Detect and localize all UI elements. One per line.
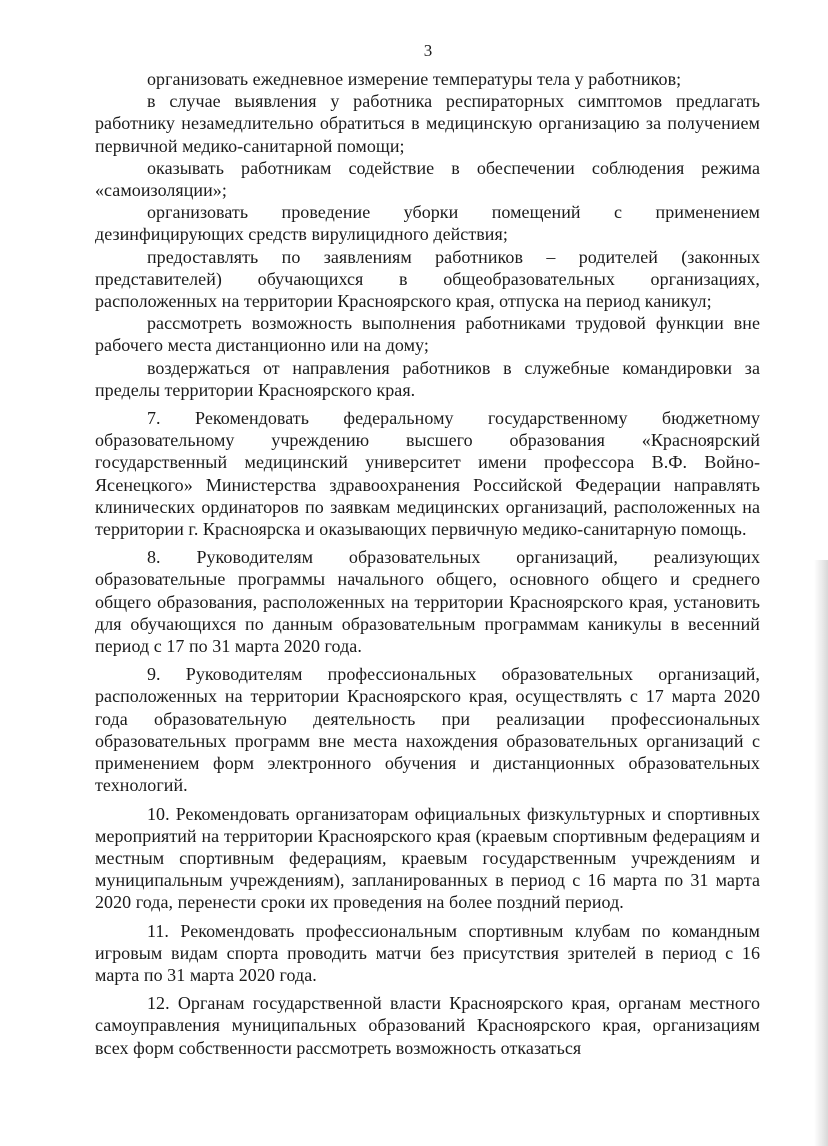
document-body [95, 68, 760, 1059]
paragraph-item-10: 10. Рекомендовать организаторам официальных физкультурных и спортивных мероприятий на территории Красноярского края (краевым спортивным федерациям и местным спортивным федерациям, краевым государственным учреждениям и муниципальным учреждениям), запланированных в период с 16 марта по 31 марта 2020 года, перенести сроки их проведения на более поздний период. [95, 803, 760, 913]
paragraph-item-7: 7. Рекомендовать федеральному государственному бюджетному образовательному учреждению высшего образования «Красноярский государственный медицинский университет имени профессора В.Ф. Войно-Ясенецкого» Министерства здравоохранения Российской Федерации направлять клинических ординаторов по заявкам медицинских организаций, расположенных на территории г. Красноярска и оказывающих первичную медико-санитарную помощь. [95, 408, 760, 540]
paragraph-parent-leave: предоставлять по заявлениям работников – родителей (законных представителей) обучающихся в общеобразовательных организациях, расположенных на территории Красноярского края, отпуска на период каникул; [95, 246, 760, 312]
paragraph-business-trips: воздержаться от направления работников в служебные командировки за пределы территории Красноярского края. [95, 357, 760, 400]
paragraph-self-isolation: оказывать работникам содействие в обеспечении соблюдения режима «самоизоляции»; [95, 157, 760, 201]
paragraph-respiratory-symptoms: в случае выявления у работника респираторных симптомов предлагать работнику незамедлительно обратиться в медицинскую организацию за получением первичной медико-санитарной помощи; [95, 91, 760, 156]
paragraph-item-12: 12. Органам государственной власти Красноярского края, органам местного самоуправления муниципальных образований Красноярского края, организациям всех форм собственности рассмотреть возможность отказаться [95, 993, 760, 1058]
paragraph-disinfection: организовать проведение уборки помещений с применением дезинфицирующих средств вирулицидного действия; [95, 202, 760, 245]
paragraph-measure-temperature: организовать ежедневное измерение температуры тела у работников; [147, 69, 682, 89]
paragraph-item-11: 11. Рекомендовать профессиональным спортивным клубам по командным игровым видам спорта проводить матчи без присутствия зрителей в период с 16 марта по 31 марта 2020 года. [95, 920, 760, 985]
page-edge-shadow [814, 560, 828, 1146]
paragraph-item-8: 8. Руководителям образовательных организаций, реализующих образовательные программы начального общего, основного общего и среднего общего образования, расположенных на территории Красноярского края, установить для обучающихся по данным образовательным программам каникулы в весенний период с 17 по 31 марта 2020 года. [95, 547, 760, 657]
paragraph-remote-work: рассмотреть возможность выполнения работниками трудовой функции вне рабочего места дистанционно или на дому; [95, 313, 760, 356]
paragraph-item-9: 9. Руководителям профессиональных образовательных организаций, расположенных на территории Красноярского края, осуществлять с 17 марта 2020 года образовательную деятельность при реализации профессиональных образовательных программ вне места нахождения образовательных организаций с применением форм электронного обучения и дистанционных образовательных технологий. [95, 664, 760, 796]
page-number: 3 [423, 41, 433, 60]
